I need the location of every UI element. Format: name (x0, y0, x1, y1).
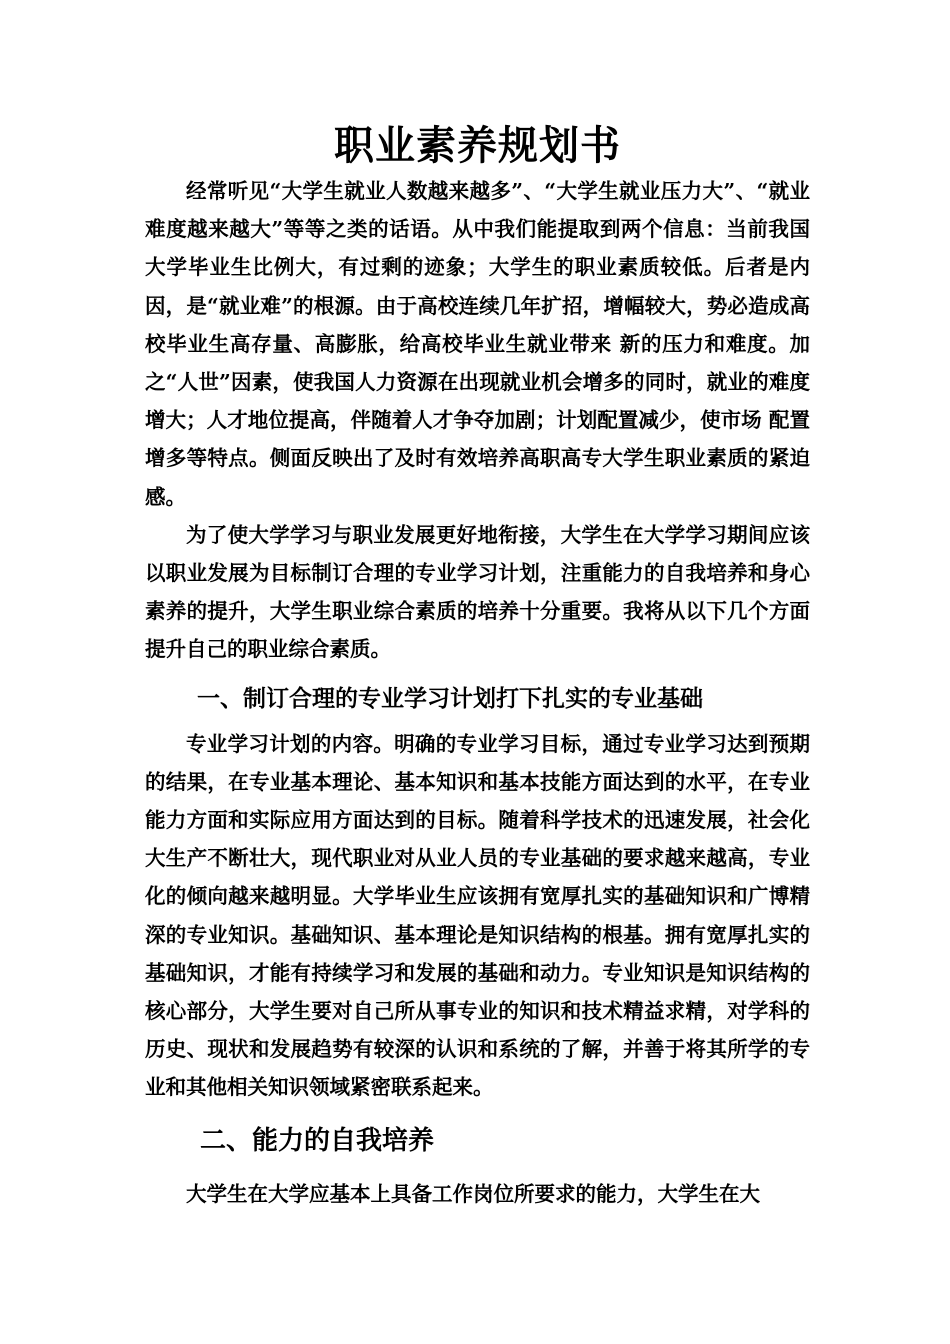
document-title: 职业素养规划书 (334, 122, 621, 169)
section-1-paragraph: 专业学习计划的内容。明确的专业学习目标，通过专业学习达到预期的结果，在专业基本理论、基本知识和基本技能方面达到的水平，在专业能力方面和实际应用方面达到的目标。随着科学技术的迅速发展，社会化大生产不断壮大，现代职业对从业人员的专业基础的要求越来越高，专业化的倾向越来越明显。大学毕业生应该拥有宽厚扎实的基础知识和广博精深的专业知识。基础知识、基本理论是知识结构的根基。拥有宽厚扎实的基础知识，才能有持续学习和发展的基础和动力。专业知识是知识结构的核心部分，大学生要对自己所从事专业的知识和技术精益求精，对学科的历史、现状和发展趋势有较深的认识和系统的了解，并善于将其所学的专业和其他相关知识领域紧密联系起来。 (145, 731, 810, 1100)
intro-paragraph-2: 为了使大学学习与职业发展更好地衔接，大学生在大学学习期间应该以职业发展为目标制订合理的专业学习计划，注重能力的自我培养和身心素养的提升，大学生职业综合素质的培养十分重要。我将从以下几个方面提升自己的职业综合素质。 (145, 522, 810, 662)
section-2-heading: 二、能力的自我培养 (200, 1125, 435, 1156)
section-1-heading: 一、制订合理的专业学习计划打下扎实的专业基础 (197, 684, 703, 712)
document-page (145, 120, 810, 1213)
section-2-paragraph: 大学生在大学应基本上具备工作岗位所要求的能力，大学生在大 (186, 1181, 760, 1206)
intro-paragraph-1: 经常听见“大学生就业人数越来越多”、“大学生就业压力大”、“就业难度越来越大”等等之类的话语。从中我们能提取到两个信息：当前我国大学毕业生比例大，有过剩的迹象；大学生的职业素质较低。后者是内因，是“就业难”的根源。由于高校连续几年扩招，增幅较大，势必造成高校毕业生高存量、高膨胀，给高校毕业生就业带来 新的压力和难度。加之“人世”因素，使我国人力资源在出现就业机会增多的同时，就业的难度增大；人才地位提高，伴随着人才争夺加剧；计划配置减少，使市场 配置增多等特点。侧面反映出了及时有效培养高职高专大学生职业素质的紧迫感。 (145, 179, 810, 509)
